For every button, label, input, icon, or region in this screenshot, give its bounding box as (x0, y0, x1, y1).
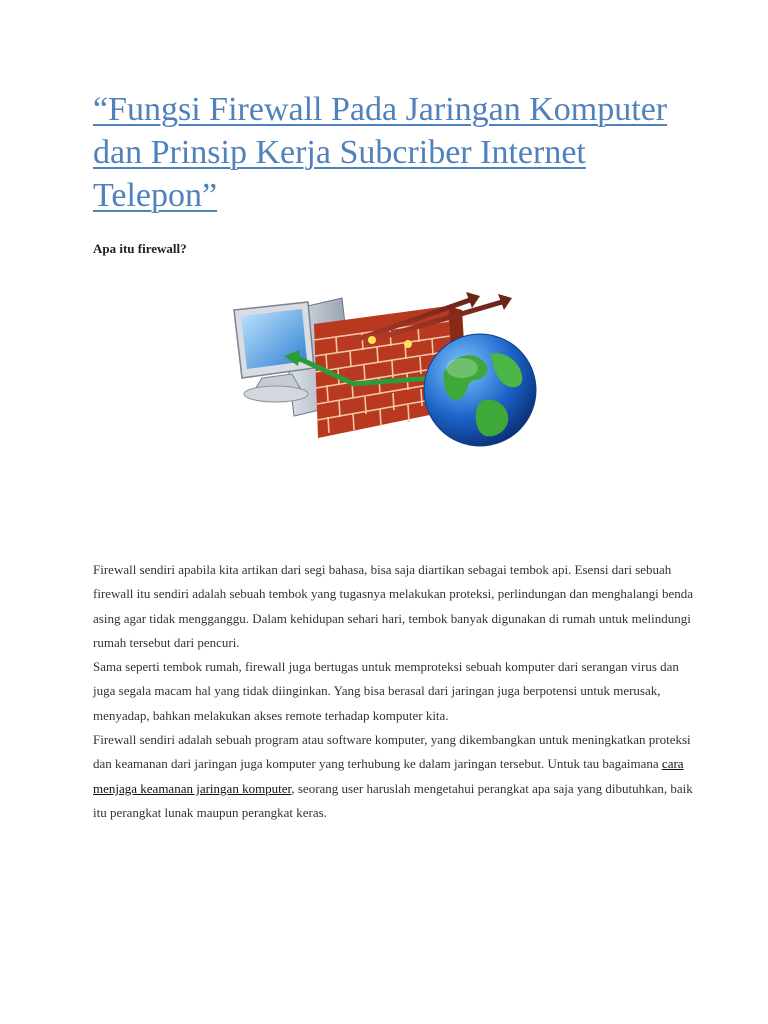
section-heading: Apa itu firewall? (93, 241, 187, 256)
paragraph: Sama seperti tembok rumah, firewall juga bertugas untuk memproteksi sebuah komputer dari serangan virus dan juga segala macam hal yang tidak diinginkan. Yang bisa berasal dari jaringan juga berpotensi untuk merusak, menyadap, bahkan melakukan akses remote terhadap komputer kita. (93, 659, 679, 723)
document-title: “Fungsi Firewall Pada Jaringan Komputer dan Prinsip Kerja Subcriber Internet Telepon” (93, 91, 668, 214)
globe-icon (424, 334, 536, 446)
firewall-illustration (222, 284, 542, 454)
paragraph-text: , seorang user haruslah mengetahui perangkat apa saja yang dibutuhkan, baik itu perangkat lunak maupun perangkat keras. (93, 780, 693, 820)
security-link[interactable]: cara menjaga keamanan jaringan komputer (93, 756, 684, 796)
paragraph (93, 728, 693, 825)
document-body (93, 558, 693, 825)
paragraph: Firewall sendiri apabila kita artikan dari segi bahasa, bisa saja diartikan sebagai tembok api. Esensi dari sebuah firewall itu sendiri adalah sebuah tembok yang tugasnya melakukan proteksi, perlindungan dan menghalangi benda asing agar tidak mengganggu. Dalam kehidupan sehari hari, tembok banyak digunakan di rumah untuk melindungi rumah tersebut dari pencuri. (93, 562, 693, 650)
paragraph-text: Firewall sendiri adalah sebuah program atau software komputer, yang dikembangkan untuk meningkatkan proteksi dan keamanan dari jaringan juga komputer yang terhubung ke dalam jaringan tersebut. Untuk tau bagaimana (93, 732, 691, 772)
